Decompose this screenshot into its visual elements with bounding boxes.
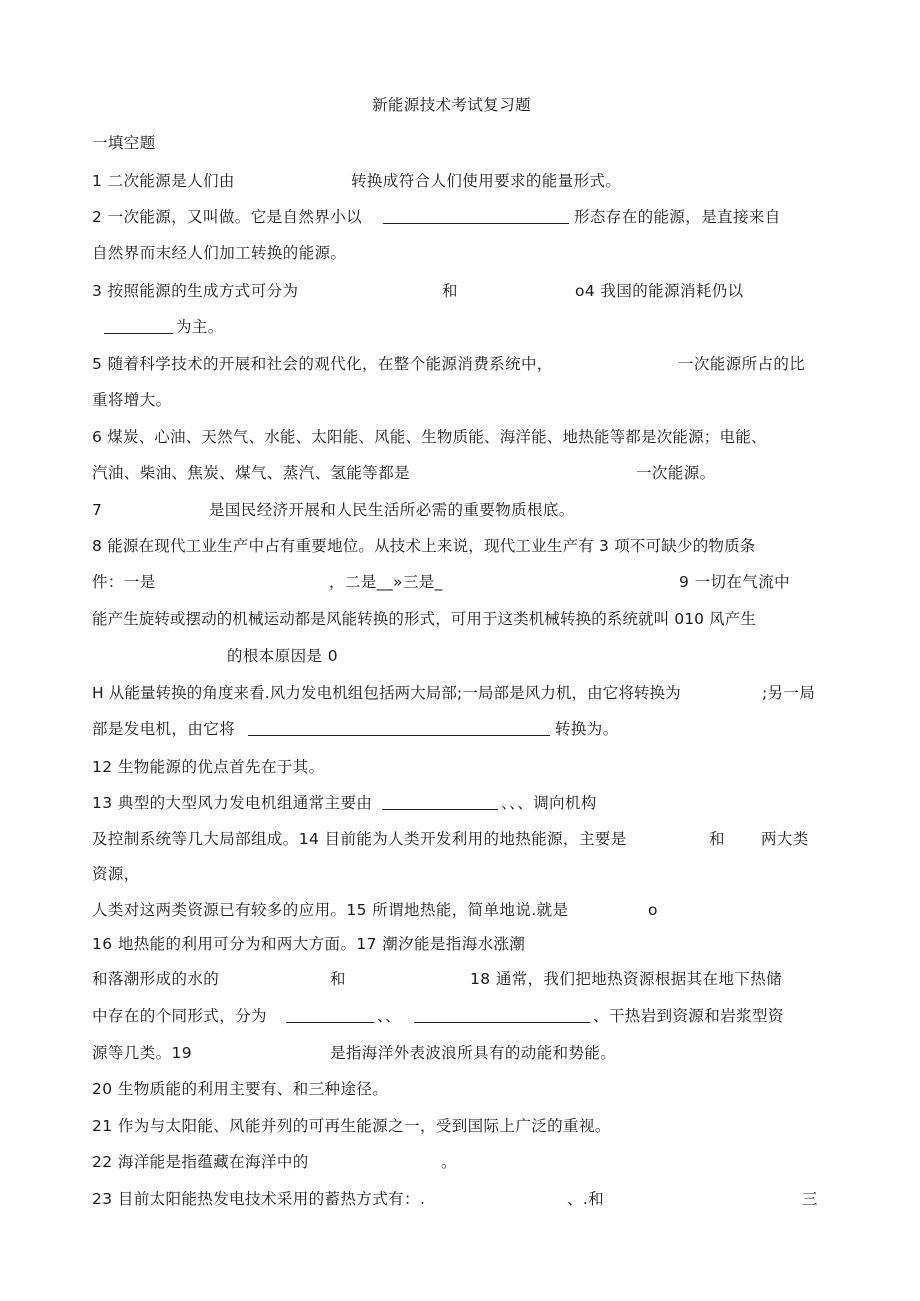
question-19-part-a: 源等几类。19 <box>92 1044 193 1062</box>
question-13-part-b: 、、、调向机构 <box>501 794 597 812</box>
question-11-part-d: 转换为。 <box>555 720 619 738</box>
question-23-part-c: 三 <box>802 1190 818 1208</box>
question-18-part-d: 、干热岩到资源和岩浆型资 <box>593 1007 784 1025</box>
question-18-part-a: 18 通常，我们把地热资源根据其在地下热储 <box>470 970 783 988</box>
question-2-part-a: 2 一次能源，又叫做。它是自然界小以 <box>92 208 362 226</box>
question-9-part-b: 能产生旋转或摆动的机械运动都是风能转换的形式，可用于这类机械转换的系统就叫 010 风产生 <box>92 610 756 628</box>
question-15-part-a: 人类对这两类资源已有较多的应用。15 所谓地热能，简单地说.就是 <box>92 901 569 919</box>
question-12: 12 生物能源的优点首先在于其。 <box>92 758 325 776</box>
answer-blank <box>104 317 173 334</box>
question-5-part-b: 一次能源所占的比 <box>678 355 806 373</box>
question-16-part-a: 16 地热能的利用可分为和两大方面。17 潮汐能是指海水涨潮 <box>92 935 526 953</box>
question-4-part-a: o4 我国的能源消耗仍以 <box>575 282 744 300</box>
question-17-part-b: 和 <box>330 970 346 988</box>
question-13-part-a: 13 典型的大型风力发电机组通常主要由 <box>92 794 373 812</box>
answer-blank <box>382 793 498 810</box>
question-18-part-b: 中存在的个同形式，分为 <box>92 1007 267 1025</box>
question-22-part-b: 。 <box>441 1153 457 1171</box>
page-title: 新能源技术考试复习题 <box>372 96 532 114</box>
question-21: 21 作为与太阳能、风能并列的可再生能源之一，受到国际上广泛的重视。 <box>92 1117 611 1135</box>
question-11-part-c: 部是发电机，由它将 <box>92 720 236 738</box>
section-heading: 一填空题 <box>92 134 156 152</box>
question-3-part-a: 3 按照能源的生成方式可分为 <box>92 282 299 300</box>
question-11-part-a: H 从能量转换的角度来看.风力发电机组包括两大局部;一局部是风力机，由它将转换为 <box>92 684 681 702</box>
question-6-part-c: 一次能源。 <box>636 464 716 482</box>
question-7-part-a: 7 <box>92 501 103 519</box>
question-2-part-c: 自然界而末经人们加工转换的能源。 <box>92 244 347 262</box>
question-14-part-b: 和 <box>709 830 725 848</box>
question-17-part-a: 和落潮形成的水的 <box>92 970 220 988</box>
question-14-part-a: 及控制系统等几大局部组成。14 目前能为人类开发利用的地热能源，主要是 <box>92 830 627 848</box>
question-8-part-c: ，二是__»三是_ <box>329 573 443 591</box>
question-8-part-a: 8 能源在现代工业生产中占有重要地位。从技术上来说，现代工业生产有 3 项不可缺少的物质条 <box>92 537 756 555</box>
question-4-part-b: 为主。 <box>176 318 224 336</box>
answer-blank <box>286 1006 374 1023</box>
question-6-part-a: 6 煤炭、心油、天然气、水能、太阳能、风能、生物质能、海洋能、地热能等都是次能源；电能、 <box>92 428 767 446</box>
question-23-part-a: 23 目前太阳能热发电技术采用的蓄热方式有：. <box>92 1190 426 1208</box>
question-20: 20 生物质能的利用主要有、和三种途径。 <box>92 1080 389 1098</box>
question-9-part-a: 9 一切在气流中 <box>679 573 790 591</box>
question-8-part-b: 件：一是 <box>92 573 156 591</box>
question-5-part-a: 5 随着科学技术的开展和社会的观代化，在整个能源消费系统中， <box>92 355 553 373</box>
question-1-part-b: 转换成符合人们使用要求的能量形式。 <box>351 172 622 190</box>
question-6-part-b: 汽油、柴油、焦炭、煤气、蒸汽、氢能等都是 <box>92 464 411 482</box>
question-18-part-c: 、、 <box>377 1007 402 1025</box>
question-2-part-b: 形态存在的能源，是直接来自 <box>574 208 781 226</box>
question-14-part-c: 两大类 <box>761 830 809 848</box>
question-3-part-b: 和 <box>442 282 458 300</box>
question-19-part-b: 是指海洋外表波浪所具有的动能和势能。 <box>330 1044 617 1062</box>
answer-blank <box>414 1006 590 1023</box>
question-14-part-d: 资源， <box>92 865 140 883</box>
question-11-part-b: ;另一局 <box>762 684 816 702</box>
question-15-part-b: o <box>648 901 658 919</box>
question-23-part-b: 、.和 <box>567 1190 605 1208</box>
answer-blank <box>248 719 550 736</box>
answer-blank <box>383 207 569 224</box>
question-10-part-a: 的根本原因是 0 <box>227 647 338 665</box>
question-22-part-a: 22 海洋能是指蕴藏在海洋中的 <box>92 1153 309 1171</box>
question-5-part-c: 重将增大。 <box>92 391 172 409</box>
question-7-part-b: 是国民经济开展和人民生活所必需的重要物质根底。 <box>209 501 575 519</box>
question-1-part-a: 1 二次能源是人们由 <box>92 172 235 190</box>
